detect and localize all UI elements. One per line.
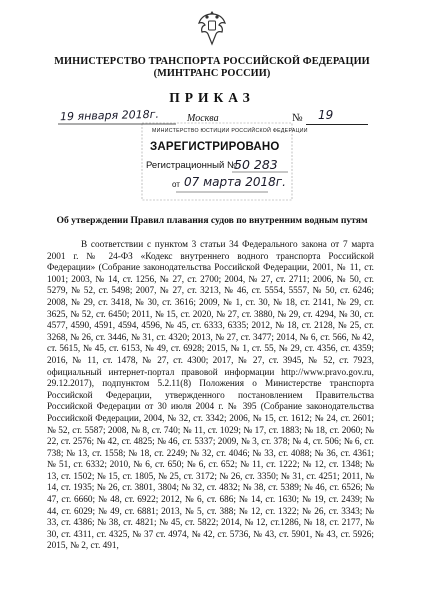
ministry-short-name: (МИНТРАНС РОССИИ)	[153, 68, 271, 79]
number-underline	[306, 124, 368, 125]
handwritten-date: 19 января 2018г.	[59, 107, 160, 124]
stamp-reg-date-value: 07 марта 2018г.	[184, 175, 286, 189]
ministry-name: МИНИСТЕРСТВО ТРАНСПОРТА РОССИЙСКОЙ ФЕДЕРАЦИИ	[54, 56, 370, 67]
body-paragraph: В соответствии с пунктом 3 статьи 34 Федерального закона от 7 марта 2001 г. № 24-ФЗ «Кодекс внутреннего водного транспорта Российской Федерации» (Собрание законодательства Российской Федерации, 2001, № 11, ст. 1001; 2003, № 14, ст. 1256, № 27, ст. 2700; 2004, № 27, ст. 2711; 2006, № 50, ст. 5279, № 52, ст. 5498; 2007, № 27, ст. 3213, № 46, ст. 5554, 5557, № 50, ст. 6246; 2008, № 29, ст. 3418, № 30, ст. 3616; 2009, № 1, ст. 30, № 18, ст. 2141, № 29, ст. 3625, № 52, ст. 6450; 2011, № 15, ст. 2020, № 27, ст. 3880, № 29, ст. 4294, № 30, ст. 4577, 4590, 4591, 4594, 4596, № 45, ст. 6333, 6335; 2012, № 18, ст. 2128, № 25, ст. 3268, № 26, ст. 3446, № 31, ст. 4320; 2013, № 27, ст. 3477; 2014, № 6, ст. 566, № 42, ст. 5615, № 45, ст. 6153, № 49, ст. 6928; 2015, № 1, ст. 55, № 29, ст. 4356, ст. 4359; 2016, № 11, ст. 1478, № 27, ст. 4300; 2017, № 27, ст. 3945, № 52, ст. 7923, официальный интернет-портал правовой информации http://www.pravo.gov.ru, 29.12.2017), подпунктом 5.2.11(8) Положения о Министерстве транспорта Российской Федерации, утвержденного постановлением Правительства Российской Федерации от 30 июля 2004 г. № 395 (Собрание законодательства Российской Федерации, 2004, № 32, ст. 3342; 2006, № 15, ст. 1612; № 24, ст. 2601; № 52, ст. 5587; 2008, № 8, ст. 740; № 11, ст. 1029; № 17, ст. 1883; № 18, ст. 2060; № 22, ст. 2576; № 42, ст. 4825; № 46, ст. 5337; 2009, № 3, ст. 378; № 4, ст. 506; № 6, ст. 738; № 13, ст. 1558; № 18, ст. 2249; № 32, ст. 4046; № 33, ст. 4088; № 36, ст. 4361; № 51, ст. 6332; 2010, № 6, ст. 650; № 6, ст. 652; № 11, ст. 1222; № 12, ст. 1348; № 13, ст. 1502; № 15, ст. 1805, № 25, ст. 3172; № 26, ст. 3350; № 31, ст. 4251; 2011, № 14, ст. 1935; № 26, ст. 3801, 3804; № 32, ст. 4832; № 38, ст. 5389; № 46, ст. 6526; № 47, ст. 6660; № 48, ст. 6922; 2012, № 6, ст. 686; № 14, ст. 1630; № 19, ст. 2439; № 44, ст. 6029; № 49, ст. 6881; 2013, № 5, ст. 388; № 12, ст. 1322; № 26, ст. 3343; № 33, ст. 4386; № 38, ст. 4821; № 45, ст. 5822; 2014, № 12, ст.1286, № 18, ст. 2177, № 30, ст. 4311, ст. 4325, № 37 ст. 4974, № 42, ст. 5736, № 43, ст. 5901, № 43, ст. 5926; 2015, № 2, ст. 491,	[47, 240, 374, 552]
coat-of-arms-icon	[196, 8, 228, 48]
stamp-reg-number-label: Регистрационный №	[146, 160, 238, 171]
stamp-registered-label: ЗАРЕГИСТРИРОВАНО	[150, 141, 280, 153]
document-type-title: ПРИКАЗ	[169, 90, 255, 105]
number-label: №	[292, 112, 303, 124]
stamp-from-label: от	[172, 180, 180, 189]
handwritten-number: 19	[318, 108, 334, 122]
stamp-reg-number-value: 50 283	[234, 157, 278, 172]
city-label: Москва	[187, 113, 219, 124]
document-subject: Об утверждении Правил плавания судов по внутренним водным путям	[56, 215, 368, 226]
stamp-organization: МИНИСТЕРСТВО ЮСТИЦИИ РОССИЙСКОЙ ФЕДЕРАЦИИ	[152, 128, 308, 134]
